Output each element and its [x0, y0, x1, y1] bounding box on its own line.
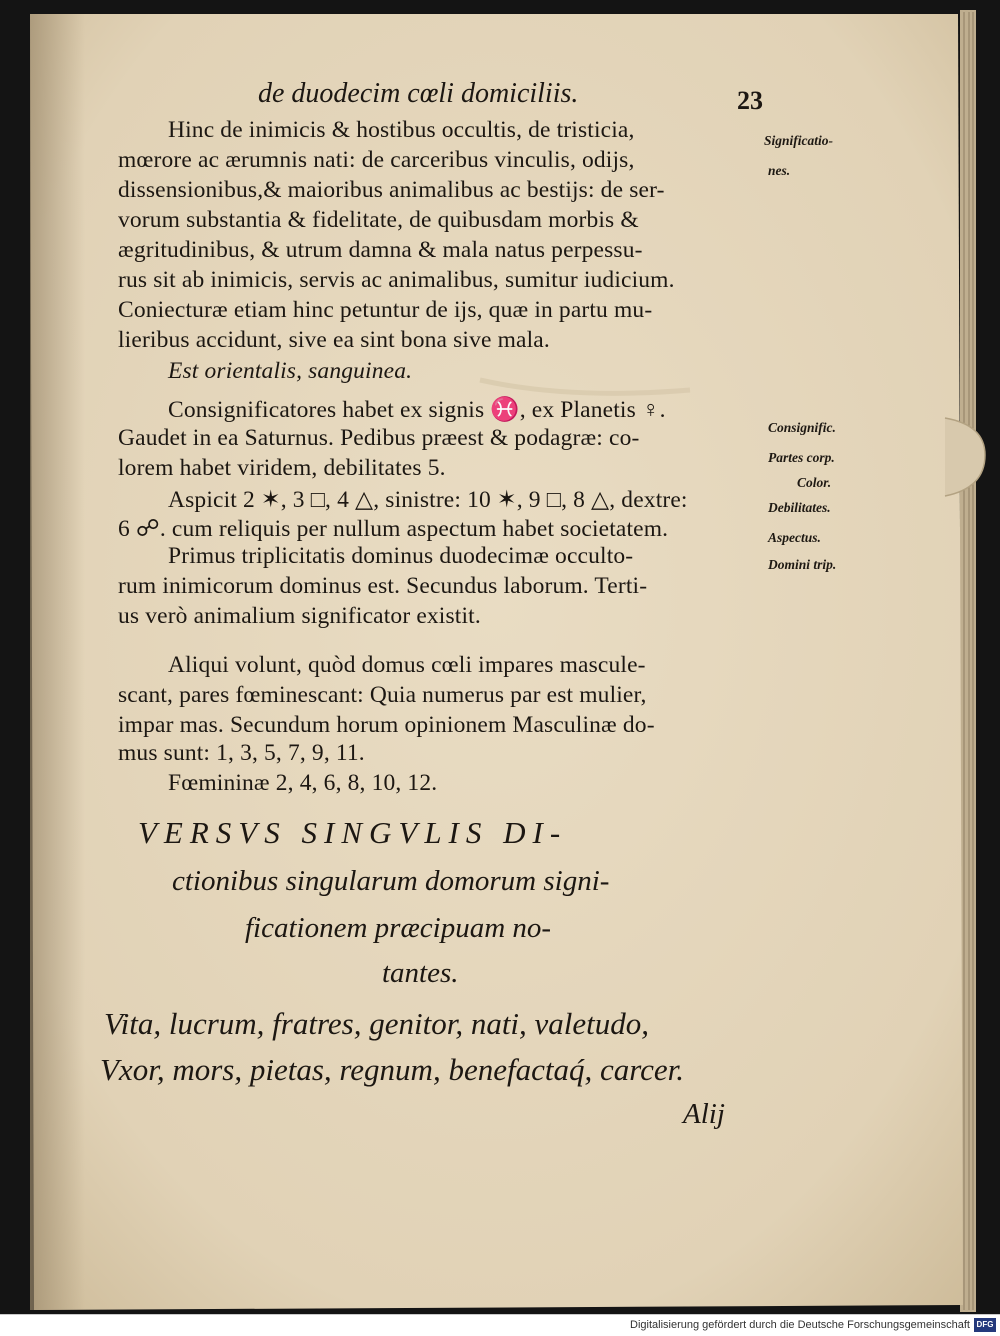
- verse-line: Vxor, mors, pietas, regnum, benefactaq́, carcer.: [100, 1052, 685, 1087]
- catchword: Alij: [683, 1098, 725, 1130]
- section-title-line: ctionibus singularum domorum signi-: [172, 865, 610, 897]
- text-line: Aspicit 2 ✶, 3 □, 4 △, sinistre: 10 ✶, 9 □, 8 △, dextre:: [168, 487, 688, 513]
- text-line: vorum substantia & fidelitate, de quibusdam morbis &: [118, 207, 639, 233]
- text-line: Primus triplicitatis dominus duodecimæ occulto-: [168, 543, 634, 569]
- text-line: mœrore ac ærumnis nati: de carceribus vinculis, odijs,: [118, 147, 635, 173]
- text-line: 6 ☍. cum reliquis per nullum aspectum habet societatem.: [118, 516, 669, 542]
- text-line: impar mas. Secundum horum opinionem Masculinæ do-: [118, 712, 655, 738]
- text-line: Aliqui volunt, quòd domus cœli impares mascule-: [168, 652, 646, 678]
- page-number: 23: [737, 86, 763, 115]
- margin-note: Consignific.: [768, 420, 836, 435]
- text-line: lieribus accidunt, sive ea sint bona sive mala.: [118, 327, 550, 353]
- text-line: dissensionibus,& maioribus animalibus ac bestijs: de ser-: [118, 177, 665, 203]
- running-title: de duodecim cœli domiciliis.: [258, 78, 579, 109]
- text-line: Coniecturæ etiam hinc petuntur de ijs, quæ in partu mu-: [118, 297, 653, 323]
- section-title-caps: VERSVS SINGVLIS DI-: [138, 815, 568, 850]
- footer-credit: Digitalisierung gefördert durch die Deutsche Forschungsgemeinschaft: [630, 1319, 970, 1331]
- margin-note: Aspectus.: [768, 530, 821, 545]
- margin-note: Domini trip.: [768, 557, 837, 572]
- text-line: Fœmininæ 2, 4, 6, 8, 10, 12.: [168, 770, 438, 796]
- text-line: ægritudinibus, & utrum damna & mala natus perpessu-: [118, 237, 643, 263]
- text-line: Consignificatores habet ex signis ♓, ex Planetis ♀.: [168, 397, 666, 423]
- margin-note: Debilitates.: [768, 500, 831, 515]
- section-title-line: ficationem præcipuam no-: [245, 912, 552, 944]
- text-line: lorem habet viridem, debilitates 5.: [118, 455, 446, 481]
- text-line: scant, pares fœminescant: Quia numerus par est mulier,: [118, 682, 647, 708]
- text-line: Gaudet in ea Saturnus. Pedibus præest & podagræ: co-: [118, 425, 640, 451]
- margin-note: nes.: [768, 163, 791, 178]
- text-line-italic: Est orientalis, sanguinea.: [168, 358, 413, 384]
- verse-line: Vita, lucrum, fratres, genitor, nati, valetudo,: [104, 1006, 650, 1041]
- digitization-footer: [0, 1314, 1000, 1336]
- text-line: rus sit ab inimicis, servis ac animalibus, sumitur iudicium.: [118, 267, 675, 293]
- margin-note: Color.: [797, 475, 832, 490]
- text-line: Hinc de inimicis & hostibus occultis, de tristicia,: [168, 117, 635, 143]
- margin-note: Partes corp.: [768, 450, 835, 465]
- text-line: rum inimicorum dominus est. Secundus laborum. Terti-: [118, 573, 648, 599]
- text-line: mus sunt: 1, 3, 5, 7, 9, 11.: [118, 740, 365, 766]
- dfg-logo: DFG: [974, 1318, 996, 1332]
- margin-note: Significatio-: [764, 133, 834, 148]
- section-title-line: tantes.: [382, 957, 459, 989]
- text-line: us verò animalium significator existit.: [118, 603, 481, 629]
